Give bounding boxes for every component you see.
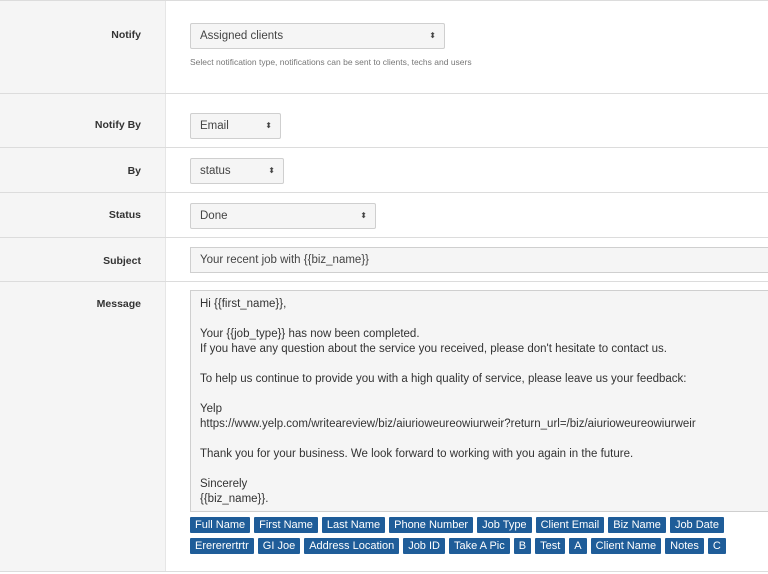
by-select-value: status: [200, 165, 231, 177]
placeholder-tag[interactable]: GI Joe: [258, 538, 300, 554]
placeholder-tag[interactable]: Client Name: [591, 538, 662, 554]
placeholder-tag[interactable]: Job Type: [477, 517, 531, 533]
up-down-caret-icon: ⬍: [268, 166, 275, 175]
placeholder-tag[interactable]: Client Email: [536, 517, 605, 533]
placeholder-tag[interactable]: Test: [535, 538, 565, 554]
up-down-caret-icon: ⬍: [429, 31, 436, 40]
notify-by-field: [166, 94, 768, 147]
placeholder-tag[interactable]: B: [514, 538, 531, 554]
status-label: Status: [0, 193, 166, 237]
placeholder-tags: [190, 517, 768, 559]
up-down-caret-icon: ⬍: [265, 121, 272, 130]
by-field: [166, 148, 768, 192]
by-row: [0, 148, 768, 193]
notify-by-label: Notify By: [0, 94, 166, 147]
message-textarea[interactable]: Hi {{first_name}}, Your {{job_type}} has now been completed. If you have any question about the service you received, please don't hesitate to contact us. To help us continue to provide you with a high quality of service, please leave us your feedback: Yelp https://www.yelp.com/writeareview/biz/aiurioweureowiurweir?return_url=/biz/aiurioweureowiurweir Thank you for your business. We look forward to working with you again in the future. Sincerely {{biz_name}}.: [190, 290, 768, 512]
subject-field: [166, 238, 768, 281]
notify-by-row: [0, 94, 768, 148]
notify-row: [0, 1, 768, 94]
subject-label: Subject: [0, 238, 166, 281]
notify-by-select-value: Email: [200, 120, 229, 132]
placeholder-tag[interactable]: First Name: [254, 517, 318, 533]
placeholder-tag[interactable]: Erererertrtr: [190, 538, 254, 554]
placeholder-tag[interactable]: Take A Pic: [449, 538, 510, 554]
placeholder-tag[interactable]: Last Name: [322, 517, 385, 533]
message-field: [166, 282, 768, 571]
tag-row-1: [190, 517, 768, 533]
message-label: Message: [0, 282, 166, 571]
placeholder-tag[interactable]: Full Name: [190, 517, 250, 533]
placeholder-tag[interactable]: A: [569, 538, 586, 554]
subject-input[interactable]: Your recent job with {{biz_name}}: [190, 247, 768, 273]
notify-select[interactable]: [190, 23, 445, 49]
notify-field: [166, 1, 768, 93]
notify-label: Notify: [0, 1, 166, 93]
notify-by-select[interactable]: [190, 113, 281, 139]
message-row: [0, 282, 768, 572]
up-down-caret-icon: ⬍: [360, 211, 367, 220]
by-select[interactable]: [190, 158, 284, 184]
placeholder-tag[interactable]: Job Date: [670, 517, 724, 533]
placeholder-tag[interactable]: Address Location: [304, 538, 399, 554]
placeholder-tag[interactable]: Biz Name: [608, 517, 666, 533]
notify-hint: Select notification type, notifications can be sent to clients, techs and users: [190, 57, 472, 67]
placeholder-tag[interactable]: Phone Number: [389, 517, 473, 533]
placeholder-tag[interactable]: Job ID: [403, 538, 445, 554]
status-select-value: Done: [200, 210, 228, 222]
placeholder-tag[interactable]: Notes: [665, 538, 704, 554]
tag-row-2: [190, 538, 768, 554]
status-field: [166, 193, 768, 237]
status-select[interactable]: [190, 203, 376, 229]
placeholder-tag[interactable]: C: [708, 538, 726, 554]
notify-select-value: Assigned clients: [200, 30, 284, 42]
status-row: [0, 193, 768, 238]
by-label: By: [0, 148, 166, 192]
subject-row: [0, 238, 768, 282]
